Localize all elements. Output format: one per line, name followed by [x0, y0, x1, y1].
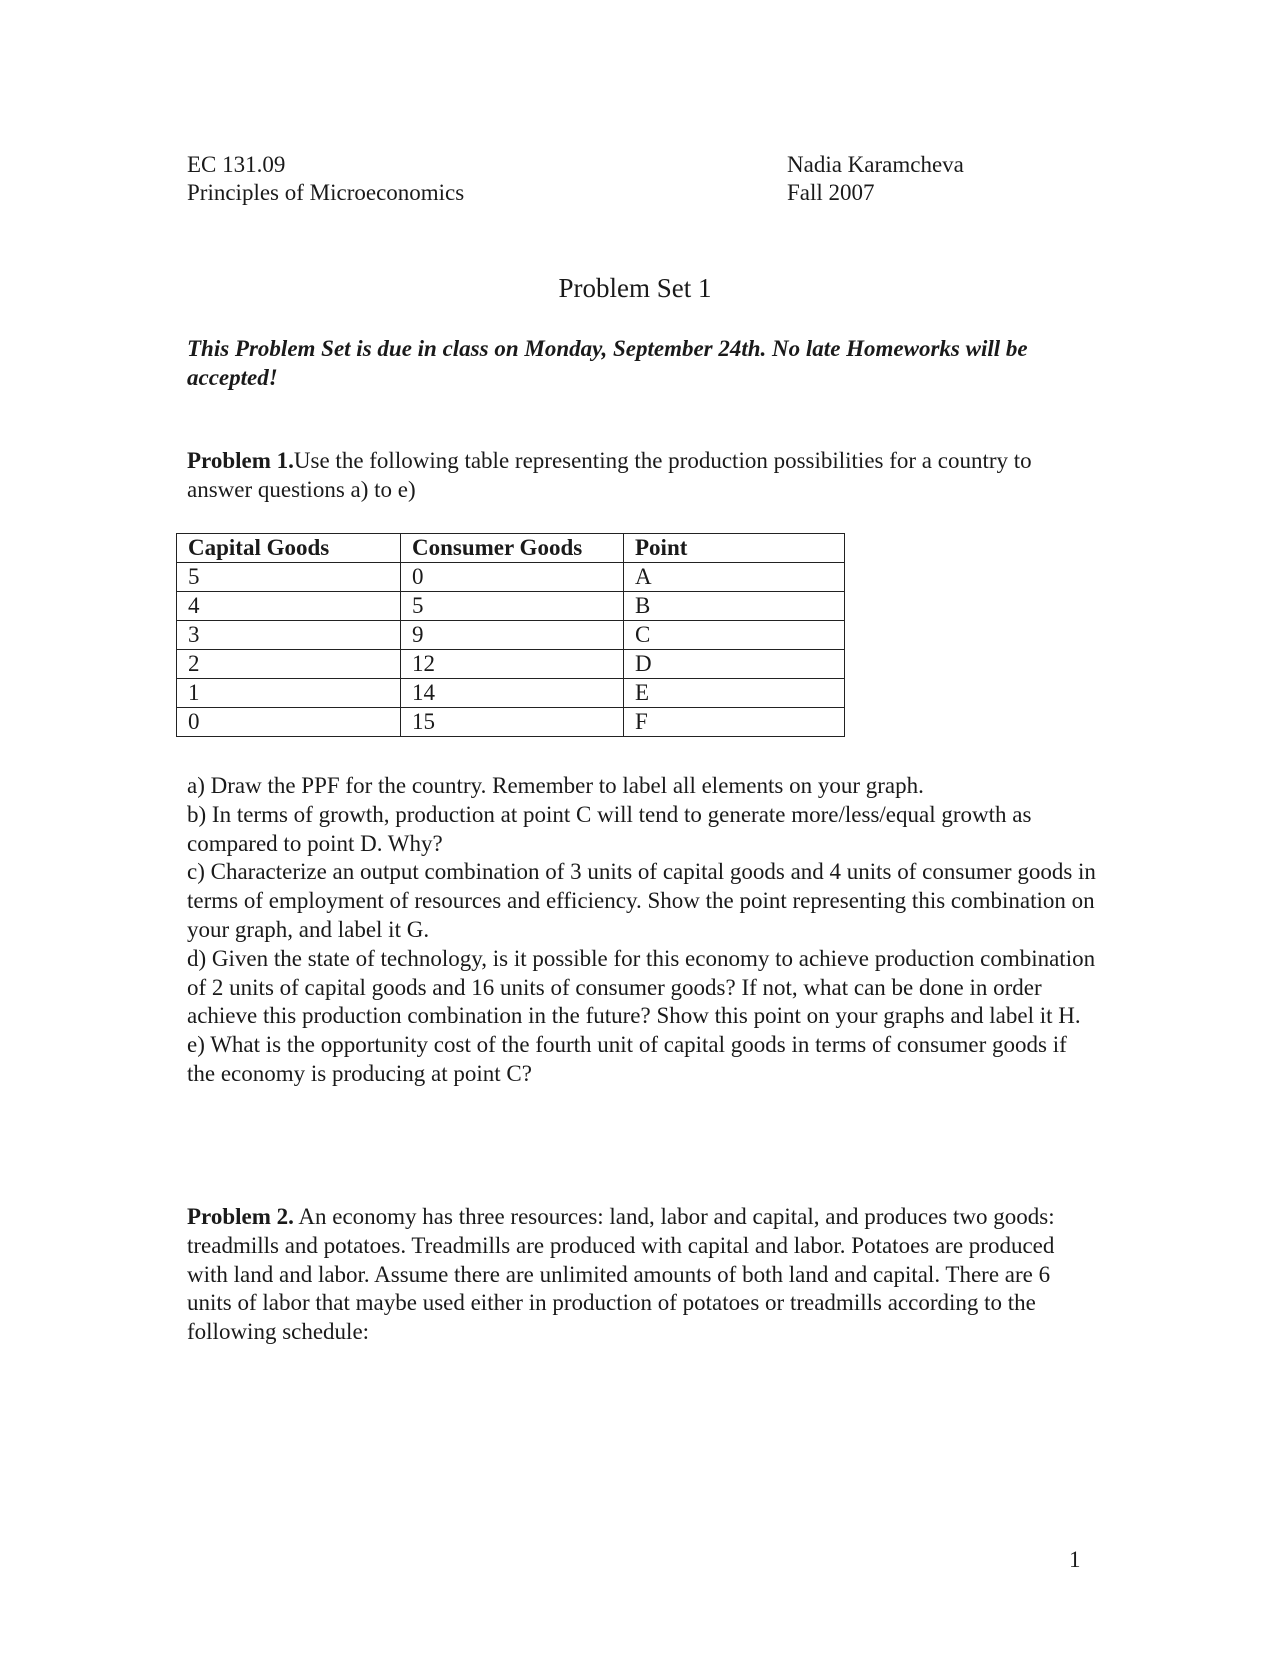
cell-consumer-goods: 9 — [401, 621, 624, 650]
problem-1-intro — [187, 447, 1087, 505]
cell-consumer-goods: 0 — [401, 563, 624, 592]
question-b: b) In terms of growth, production at point C will tend to generate more/less/equal growth as compared to point D. Why? — [187, 801, 1032, 856]
column-header-capital-goods: Capital Goods — [177, 534, 401, 563]
question-a: a) Draw the PPF for the country. Remember to label all elements on your graph. — [187, 773, 924, 798]
question-c: c) Characterize an output combination of 3 units of capital goods and 4 units of consumer goods in terms of employment of resources and efficiency. Show the point representing this combination on your graph, and label it G. — [187, 859, 1096, 942]
table-row — [177, 563, 845, 592]
column-header-consumer-goods: Consumer Goods — [401, 534, 624, 563]
table-row — [177, 708, 845, 737]
cell-point: C — [624, 621, 845, 650]
production-possibilities-table — [176, 533, 845, 737]
course-code: EC 131.09 — [187, 152, 286, 177]
table-row — [177, 621, 845, 650]
page-number: 1 — [1069, 1547, 1081, 1572]
cell-point: A — [624, 563, 845, 592]
term: Fall 2007 — [787, 180, 875, 205]
cell-consumer-goods: 12 — [401, 650, 624, 679]
cell-point: B — [624, 592, 845, 621]
cell-capital-goods: 1 — [177, 679, 401, 708]
instructor-name: Nadia Karamcheva — [787, 152, 964, 177]
question-e: e) What is the opportunity cost of the fourth unit of capital goods in terms of consumer goods if the economy is producing at point C? — [187, 1032, 1067, 1086]
table-row — [177, 650, 845, 679]
due-date-notice: This Problem Set is due in class on Monday, September 24th. No late Homeworks will be accepted! — [187, 336, 1028, 390]
problem-2 — [187, 1203, 1087, 1347]
problem-1-label: Problem 1. — [187, 448, 294, 473]
problem-1-questions — [187, 772, 1097, 1089]
column-header-point: Point — [624, 534, 845, 563]
page-title: Problem Set 1 — [558, 273, 712, 303]
table-row — [177, 592, 845, 621]
cell-point: F — [624, 708, 845, 737]
cell-capital-goods: 4 — [177, 592, 401, 621]
cell-point: E — [624, 679, 845, 708]
problem-2-text: An economy has three resources: land, labor and capital, and produces two goods: treadmills and potatoes. Treadmills are produced with capital and labor. Potatoes are produced with land and labor. Assume there are unlimited amounts of both land and capital. There are 6 units of labor that maybe used either in production of potatoes or treadmills according to the following schedule: — [187, 1204, 1055, 1345]
cell-capital-goods: 2 — [177, 650, 401, 679]
course-header — [187, 151, 464, 207]
course-name: Principles of Microeconomics — [187, 180, 465, 205]
cell-consumer-goods: 5 — [401, 592, 624, 621]
cell-consumer-goods: 15 — [401, 708, 624, 737]
cell-point: D — [624, 650, 845, 679]
cell-capital-goods: 3 — [177, 621, 401, 650]
cell-capital-goods: 5 — [177, 563, 401, 592]
question-d: d) Given the state of technology, is it possible for this economy to achieve production combination of 2 units of capital goods and 16 units of consumer goods? If not, what can be done in order achieve this production combination in the future? Show this point on your graphs and label it H. — [187, 945, 1096, 1029]
cell-consumer-goods: 14 — [401, 679, 624, 708]
table-row — [177, 679, 845, 708]
instructor-header — [787, 151, 964, 207]
cell-capital-goods: 0 — [177, 708, 401, 737]
problem-1-intro-text: Use the following table representing the production possibilities for a country to answer questions a) to e) — [187, 448, 1032, 502]
problem-2-label: Problem 2. — [187, 1204, 294, 1229]
table-header-row — [177, 534, 845, 563]
